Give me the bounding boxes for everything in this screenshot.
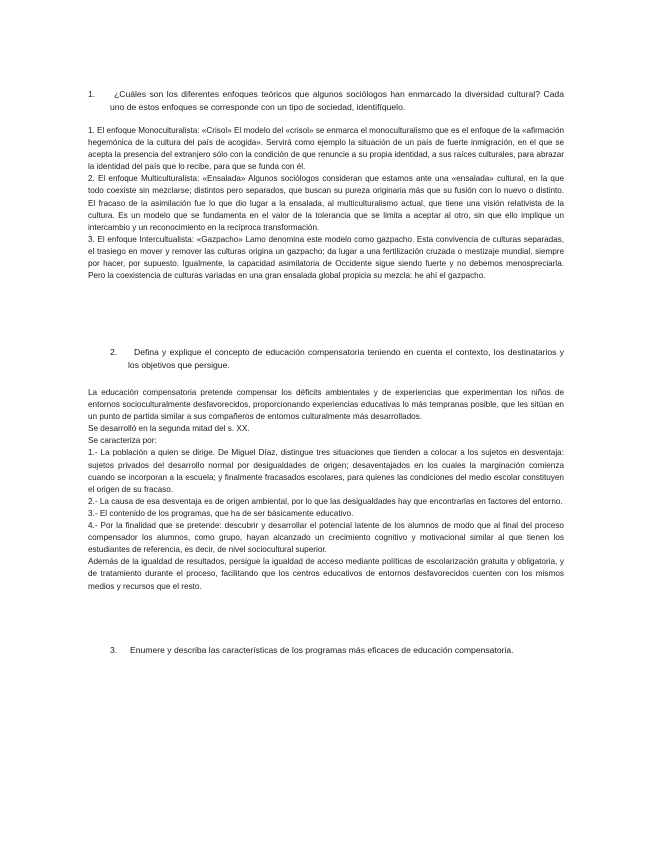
answer-1 (88, 125, 564, 282)
answer-1-paragraph: 3. El enfoque Intercultualista: «Gazpacho» Lamo denomina este modelo como gazpacho. Esta convivencia de culturas separadas, el trasiego en mover y remover las culturas origina un gazpacho; da lugar a una fertilización cruzada o mestizaje mundial, siempre por hacer, por supuesto. Igualmente, la capacidad asimilatoria de Occidente sigue siendo fuerte y no debemos menospreciarla. Pero la coexistencia de culturas variadas en una gran ensalada global propicia su mezcla: he ahí el gazpacho. (88, 234, 564, 281)
question-1-number: 1. (88, 89, 96, 99)
question-2-number: 2. (110, 347, 118, 357)
answer-2-paragraph: 3.- El contenido de los programas, que ha de ser básicamente educativo. (88, 508, 354, 518)
question-2-text: Defina y explique el concepto de educación compensatoria teniendo en cuenta el contexto, los destinatarios y los objetivos que persigue. (128, 347, 564, 370)
question-1-text: ¿Cuáles son los diferentes enfoques teóricos que algunos sociólogos han enmarcado la diversidad cultural? Cada uno de estos enfoques se corresponde con un tipo de sociedad, identifíquelo. (110, 89, 564, 112)
answer-2-paragraph: Además de la igualdad de resultados, persigue la igualdad de acceso mediante políticas de escolarización gratuita y obligatoria, y de tratamiento durante el proceso, facilitando que los centros educativos de entornos desfavorecidos cuenten con los mismos medios y recursos que el resto. (88, 557, 564, 591)
question-1 (88, 88, 564, 114)
answer-2-paragraph: La educación compensatoria pretende compensar los déficits ambientales y de experiencias que experimentan los niños de entornos socioculturalmente desfavorecidos, proporcionando experiencias educativas lo más tempranas posible, que les sitúan en un punto de partida similar a sus compañeros de entornos culturalmente más desarrollados. (88, 388, 564, 422)
answer-2-paragraph: Se caracteriza por: (88, 436, 157, 446)
question-3-text: Enumere y describa las características de los programas más eficaces de educación compensatoria. (130, 645, 514, 655)
answer-1-paragraph: 1. El enfoque Monoculturalista: «Crisol» El modelo del «crisol» se enmarca el monoculturalismo que es el enfoque de la «afirmación hegemónica de la cultura del país de acogida». Servirá como ejemplo la situación de un país de fuerte inmigración, en el que se acepta la presencia del extranjero sólo con la condición de que renuncie a su propia identidad, a sus raíces culturales, para abrazar la identidad del país que lo recibe, para que se funda con él. (88, 126, 564, 172)
question-3 (110, 644, 564, 657)
answer-2-paragraph: 2.- La causa de esa desventaja es de origen ambiental, por lo que las desigualdades hay que encontrarlas en factores del entorno. (88, 496, 563, 506)
answer-2 (88, 387, 564, 593)
answer-1-paragraph: 2. El enfoque Multiculturalista: «Ensalada» Algunos sociólogos consideran que estamos ante una «ensalada» cultural, en la que todo coexiste sin mezclarse; distintos pero separados, que buscan su pureza originaria más que su fusión con lo nuevo o distinto. El fracaso de la asimilación fue lo que dio lugar a la ensalada, al multiculturalismo actual, que tiene una visión relativista de la cultura. Es un modelo que se fundamenta en el valor de la tolerancia que se limita a aceptar al otro, sin que ello implique un intercambio y un reconocimiento en la recíproca transformación. (88, 174, 564, 232)
question-2 (110, 346, 564, 372)
answer-2-paragraph: 1.- La población a quien se dirige. De Miguel Díaz, distingue tres situaciones que tienden a colocar a los sujetos en desventaja: sujetos privados del desarrollo normal por desigualdades de origen; desaventajados en los cuales la marginación comienza cuando se incorporan a la escuela; y finalmente fracasados escolares, para quienes las condiciones del medio escolar constituyen el origen de su fracaso. (88, 448, 564, 494)
question-3-number: 3. (110, 645, 118, 655)
answer-2-paragraph: 4.- Por la finalidad que se pretende: descubrir y desarrollar el potencial latente de los alumnos de modo que al final del proceso compensador los alumnos, como grupo, hayan alcanzado un crecimiento cognitivo y motivacional similar al que tienen los estudiantes de referencia, es decir, de nivel sociocultural superior. (88, 521, 564, 555)
answer-2-paragraph: Se desarrolló en la segunda mitad del s. XX. (88, 424, 250, 434)
